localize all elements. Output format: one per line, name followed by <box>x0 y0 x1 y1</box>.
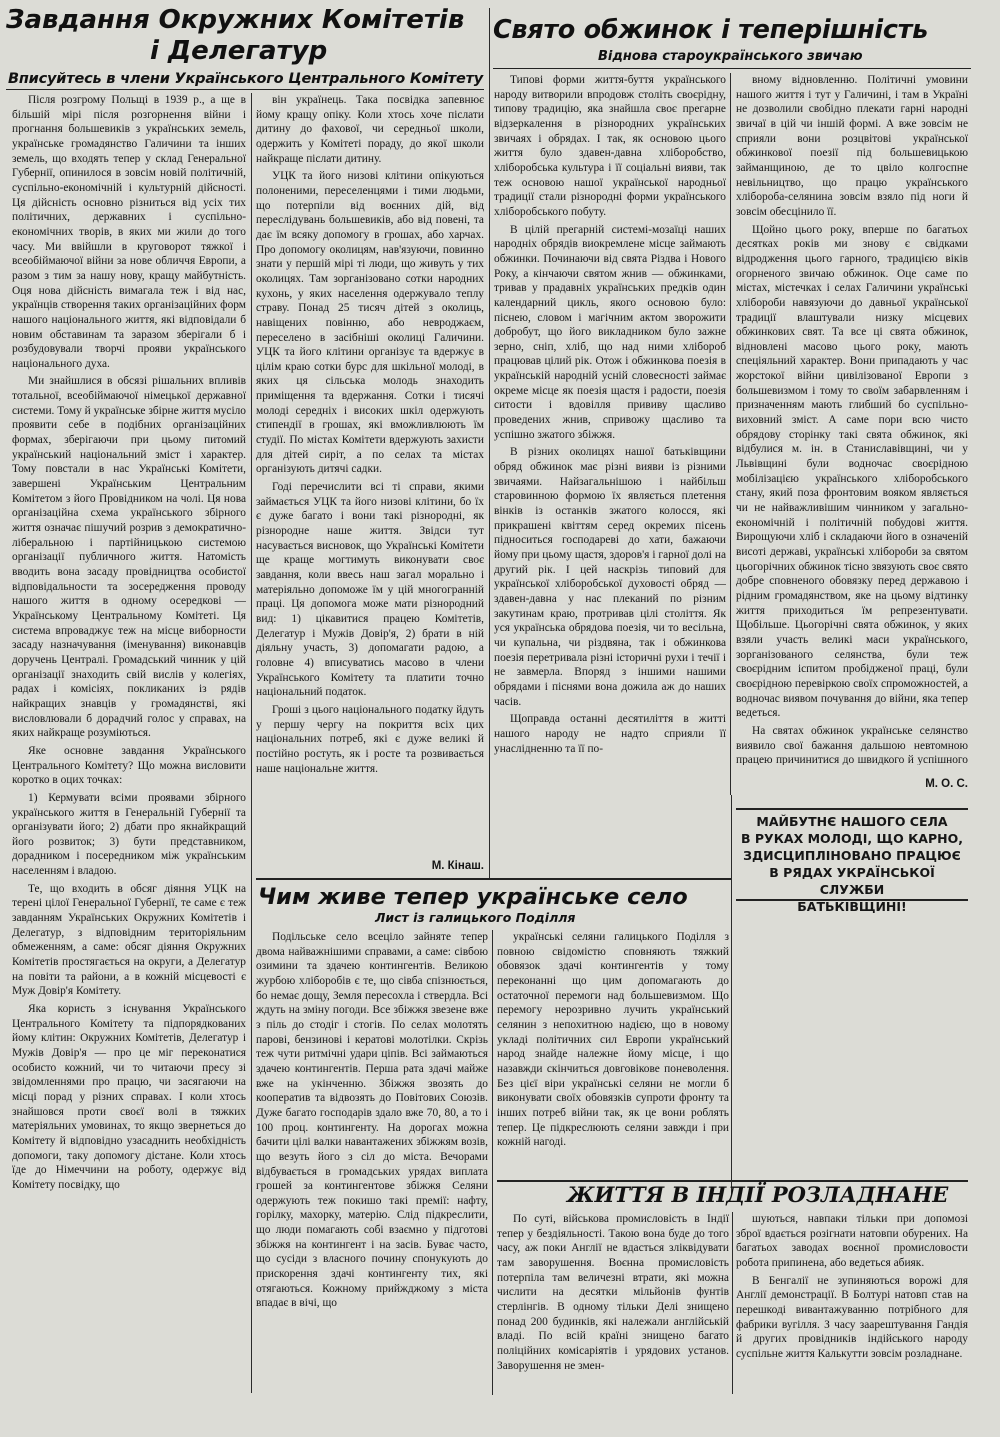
paragraph: На святах обжинок українське селянство виявило свої бажання дальшою невтомною працею причинитися до швидкого й успішного <box>736 724 968 765</box>
article4-column-1 <box>497 1212 729 1394</box>
article4-title: ЖИТТЯ В ІНДІЇ РОЗЛАДНАНЕ <box>567 1182 949 1207</box>
slogan-line: В РУКАХ МОЛОДІ, ЩО КАРНО, <box>741 831 963 846</box>
article3-subtitle: Лист із галицького Поділля <box>375 910 576 925</box>
paragraph: Щоправда останні десятиліття в житті нашого народу не надто сприяли її унаслідненню та її по- <box>494 713 726 755</box>
paragraph: 1) Кермувати всіми проявами збірного українського життя в Генеральній Губернії та організувати його; 2) дбати про якнайкращий його розвиток; 3) бути представником, дорадником і посередником між українським населенням і владою. <box>12 791 246 878</box>
slogan-line: В РЯДАХ УКРАЇНСЬКОЇ СЛУЖБИ <box>769 865 935 897</box>
paragraph: шуються, навпаки тільки при допомозі зброї вдається розігнати натовпи обурених. На багатьох заводах воєнної промисловости робота припинена, або ведеться абияк. <box>736 1213 968 1269</box>
column-divider <box>730 73 731 795</box>
article3-top-rule <box>256 878 732 880</box>
paragraph: В цілій прегарній системі-мозаїці наших народніх обрядів виокремлене місце займають обжинки. Починаючи від свята Різдва і Нового Року, а кінчаючи святом жнив — обжинками, тривав у прадавніх українських предків один календарний цикль, якого основою було: піснею, словом і магічним актом зворожити добробут, що його викладником було зажне зерно, сніп, хліб, що над ними хлібороб працював цілий рік. Отож і обжинкова поезія в українській народній усній словесності займає окреме місце як поезія щастя і радости, поезія ситости і вдовілля прививу щасливо проведених жнив, спривожу щасливо та успішно зжатого збіжжя. <box>494 223 726 441</box>
article2-signature: М. О. С. <box>925 778 968 790</box>
slogan-line: ЗДИСЦИПЛІНОВАНО ПРАЦЮЄ <box>743 848 961 863</box>
paragraph: Те, що входить в обсяг діяння УЦК на терені цілої Генеральної Губернії, те саме є теж завданням Українських Окружних Комітетів і Делегатур, з відповідним територіяльним обмеженням, а саме: обсяг діяння Окружних Комітетів простягається на округи, а Делегатур на повіти та райони, а в кожній місцевості є Муж Довір'я Комітету. <box>12 882 246 998</box>
slogan-line: БАТЬКІВЩИНІ! <box>797 899 907 914</box>
article1-column-1 <box>12 93 246 1393</box>
column-divider <box>489 8 490 878</box>
article1-title-line1: Завдання Окружних Комітетів <box>6 5 465 35</box>
paragraph: По суті, військова промисловість в Індії тепер у бездіяльності. Такою вона буде до того часу, аж поки Англії не вдасться зліквідувати там заворушення. Воєнна промисловість потерпіла там величезні втрати, які можна числити на десятки мільйонів фунтів стерлінгів. В одному тільки Делі знищено понад 200 будинків, які належали англійській владі. По всій країні знищено багато поліційних комісаріятів і урядових установ. Заворушення не змен- <box>497 1213 729 1372</box>
article1-title-line2: і Делегатур <box>150 36 328 66</box>
slogan-box <box>736 808 968 914</box>
article3-title: Чим живе тепер українське село <box>258 884 688 910</box>
article1-subtitle-rule <box>6 89 484 90</box>
paragraph: вному відновленню. Політичні умовини нашого життя і тут у Галичині, і там в Україні не дозволили свобідно плекати гарні народні звичаї в цій чи іншій формі. А вже зовсім не сприяли вони розцвітові української обжинкової поезії під большевицькою займанщиною, де то цвіло колгоспне невільництво, що працю українського хлібороба-селянина зовсім взяло під ноги й зовсім обесцінило її. <box>736 74 968 218</box>
paragraph: українські селяни галицького Поділля з повною свідомістю сповняють тяжкий обовязок здачі контингентів у тому переконанні що цим допомагають до остаточної перемоги над большевизмом. Що перемогу нерозривно лучить український селянин з непохитною надією, що в новому укладі політичних сил Европи український народ знайде належне йому місце, і що назавжди скінчиться довговікове поневолення. Без цієї віри українські селяни не могли б виконувати своїх обовязків супроти фронту та інших потреб війни так, як це вони роблять тепер. Це підкреслюють селяни завжди і при кожній нагоді. <box>497 931 729 1149</box>
paragraph: Годі перечислити всі ті справи, якими займається УЦК та його низові клітини, бо їх є дуже багато і вони такі різнородні, як різнородне наше життя. Звідси тут насувається висновок, що Українські Комітети ще краще могтимуть виконувати своє завдання, коли ввесь наш загал морально і матеріяльно допоможе їм у цій многогранній праці. Ця допомога може мати різнородний вид: 1) цікавитися працею Комітетів, Делегатур і Мужів Довір'я, 2) брати в ній діяльну участь, 3) допомагати радою, а головне 4) вписуватись масово в члени Українського Комітету та платити точно національний податок. <box>256 481 484 699</box>
column-divider <box>492 930 493 1395</box>
article2-subtitle-rule <box>493 68 971 69</box>
paragraph: УЦК та його низові клітини опікуються полоненими, переселенцями і тими людьми, що потерпіли від воєнних дій, від переслідувань большевиків, або від повені, та дає їм всяку допомогу в грошах, або харчах. Про допомогу околицям, нав'язуючи, повинно знати у першій мірі ті люди, що живуть у тих околицях. Там зорганізовано сотки народних кухонь, у яких населення одержувало теплу страву. Понад 25 тисяч дітей з околиць, навіщених повінню, або невроджаєм, переселено в засібніші околиці Галичини. УЦК та його клітини організує та вдержує в цілім краю сотки бурс для шкільної молоді, в яких ця сільська молодь знаходить приміщення та вдержання. Сотки і тисячі молоді середніх і високих шкіл одержують стипендії в грошах, які вможливлюють їм студії. По містах Комітети вдержують захисти для дітей сиріт, а по селах та містах організують дитячі садки. <box>256 170 484 476</box>
column-divider <box>732 1212 733 1394</box>
article2-subtitle: Віднова староукраїнського звичаю <box>598 49 863 64</box>
article1-signature: М. Кінаш. <box>431 860 484 872</box>
paragraph: Щойно цього року, вперше по багатьох десятках років ми знову є свідками відродження цього гарного, традицією віків огорненого звичаю обжинок. Оце саме по містах, містечках і селах Галичини українські хлібороби навязуючи до давньої української традиції влаштували низку місцевих обжинкових свят. Та все ці свята обжинок, відновлені масово цього року, мають спеціяльний характер. Вони припадають у час жорстокої війни цивілізованої Европи з большевизмом і тому то своїм забарвленням і призначенням мають глибший бо суспільно-виховний зміст. А саме пори всю чисто обрядову сторінку такі свята обжинок, які відбулися м. ін. в Станиславівщині, чи у Львівщині були водночас своєрідною мобілізацією українського хліборобського стану, який поза фронтовим вояком являється чи не найважливішим чинником у загально-економічній і політичній побудові життя. Вирощуючи хліб і складаючи його в означеній висоті державі, українські хлібороби за святом цьогорічних обжинок тісно звязують своє свято добре сповненого обовязку перед державою і рідним громадянством, яке на цьому відтинку життя приходиться їм репрезентувати. Щобільше. Цьогорічні свята обжинок, у яких взяли участь великі маси українського, зорганізованого селянства, були теж своєрідним іспитом пробідженої праці, були своєрідною перевіркою своїх спроможностей, а водночас виявом почування до війни, яка тепер ведеться. <box>736 223 968 720</box>
article1-subtitle: Вписуйтесь в члени Українського Центрального Комітету <box>8 71 484 87</box>
article1-column-2 <box>256 93 484 847</box>
column-divider <box>731 795 732 1195</box>
paragraph: Яке основне завдання Українського Центрального Комітету? Що можна висловити коротко в оцих точках: <box>12 744 246 787</box>
article3-column-2 <box>497 930 729 1180</box>
paragraph: В Бенгалії не зупиняються ворожі для Англії демонстрації. В Болтурі натовп став на перешкоді вивантажуванню потрібного для фабрики вугілля. З часу заарештування Гандія й других провідників індійського народу суспільне життя Калькутти зовсім розладнане. <box>736 1274 968 1360</box>
column-divider <box>251 93 252 1393</box>
paragraph: В різних околицях нашої батьківщини обряд обжинок має різні вияви із різними звичаями. Найзагальнішою і найбільш старовинною формою їх являється плетення вінків із останків зжатого колосся, які прикрашені квіттям серед окремих пісень підноситься господареві до хати, бажаючи йому при цьому щастя, здоров'я і гарної долі на другий рік. І цей наскрізь типовий для української хліборобської духовості обряд — здавен-давна у нас плеканий по різним закутинам краю, протривав цілі століття. Як уся українська обрядова поезія, чи то весільна, чи купальна, чи різдвяна, так і обжинкова поезія перетривала різні історичні рухи і течії і не завмерла. Впоряд з іншими нашими обрядами і піснями вона дожила аж до наших часів. <box>494 446 726 708</box>
paragraph: він українець. Така посвідка запевнює йому кращу опіку. Коли хтось хоче післати дитину до фахової, чи середньої школи, одержить у Комітеті пораду, до якої школи найкраще післати дитину. <box>256 94 484 165</box>
slogan-line: МАЙБУТНЄ НАШОГО СЕЛА <box>756 814 948 829</box>
article3-column-1 <box>256 930 488 1395</box>
paragraph: Типові форми життя-буття українського народу витворили впродовж століть своєрідну, типову традицію, яка знайшла своє прегарне відзеркалення в різнородних українських звичаях і обрядах. І так, як основою цього життя було здавен-давна хліборобство, хліборобська культура і її соціальні вияви, так теж основою нашої української народньої традиції стали різнородні форми українського хліборобського побуту. <box>494 74 726 218</box>
paragraph: Яка користь з існування Українського Центрального Комітету та підпорядкованих йому клітин: Окружних Комітетів, Делегатур і Мужів Довір'я — про це міг переконатися особисто кожний, чи то читаючи пресу зі звідомленнями про працю, чи засягаючи на місці порад у різних справах. І коли хтось знайшовся проти своєї волі в тяжких матеріяльних умовинах, то якщо звернеться до Комітету й відповідно узасаднить необхідність допомоги, таку допомогу дістане. Коли хтось їде до Німеччини на роботу, одержує від Комітету посвідку, що <box>12 1003 246 1191</box>
paragraph: Після розгрому Польщі в 1939 р., а ще в більшій мірі після розгорнення війни і прогнання большевиків з українських земель, українське громадянство Галичини та інших земель, що входять тепер у склад Генеральної Губернії, опинилося в зовсім новій політичній, суспільно-економічній і культурній дійсності. Ця дійсність основно різниться від усіх тих політичних, державних і суспільно-економічних творів, в яких ми жили до того часу. Ми ввійшли в круговорот тяжкої і всеобіймаючої війни за нове обличчя Европи, а разом з тим за нашу нову, кращу майбутність. Оця нова дійсність вимагала теж і від нас, українців створення таких організаційних форм нашого національного життя, які відповідали б новим обставинам та заразом зберігали б і розбудовували творчі прояви українського національного духа. <box>12 94 246 370</box>
article2-title: Свято обжинок і теперішність <box>493 15 928 45</box>
article4-column-2 <box>736 1212 968 1394</box>
article2-column-2 <box>736 73 968 765</box>
article2-column-1 <box>494 73 726 868</box>
paragraph: Ми знайшлися в обсязі рішальних впливів тотальної, всеобіймаючої німецької державної системи. Тому й українське збірне життя мусіло проявити себе в подібних організаційних формах, зберігаючи при цьому питомий український національний зміст і характер. Тому повстали в нас Українські Комітети, завершені Українським Центральним Комітетом з його Провідником на чолі. Ця нова організаційна схема українського збірного життя означає пішучий розрив з демократично-ліберальною і партійницькою системою організації публичного життя. Натомість вводить вона засаду провідництва особистої відповідальности та зосередження проводу нашого життя в одному осередкові — Українському Центральному Комітеті. Ця система впроваджує теж на місце виборности засаду назначування (іменування) виконавців доручень Централі. Громадський чинник у цій організації знаходить свій вислів у колегіях, радах і комісіях, покликаних із рядів найкращих знавців у громадянстві, які висловлювали б дорадчий голос у справах, на яких найкраще розуміються. <box>12 375 246 740</box>
paragraph: Подільське село всеціло зайняте тепер двома найважнішими справами, а саме: сівбою озимини та здачею контингентів. Великою журбою хліборобів є те, що сівба спізнюється, бо немає дощу, Земля пересохла і ствердла. Всі ждуть на зміну погоди. Все збіжжя звезене вже з піль до стодіг і стогів. По селах молотять парові, бензинові і кератові молотілки. Скрізь теж чути ритмічні удари ціпів. Всі займаються здачею контингентів. Перша рата здачі майже вже на укінченню. Збіжжя звозять до кооператив та відвозять до Повітових Союзів. Дуже багато господарів здало вже 70, 80, а то і 100 проц. контингенту. На дорогах можна бачити цілі валки навантажених збіжжям возів, що везуть його з сіл до міста. Вечорами відбувається в громадських урядах виплата грошей за контингентове збіжжя Селяни одержують теж покишо такі премії: нафту, горілку, махорку, матерію. Слід підкреслити, що люди помагають собі взаємно у підготові збіжжя на контингент і на засів. Буває часто, що сусіди з власного почину спонукують до прискорення здачі контингенту тих, які отягаються. Кожному прийжджому з міста впадає в вічі, що <box>256 931 488 1310</box>
paragraph: Гроші з цього національного податку йдуть у першу чергу на покриття всіх цих національних потреб, які є дуже великі й постійно ростуть, як і росте та розвивається наше національне життя. <box>256 703 484 775</box>
